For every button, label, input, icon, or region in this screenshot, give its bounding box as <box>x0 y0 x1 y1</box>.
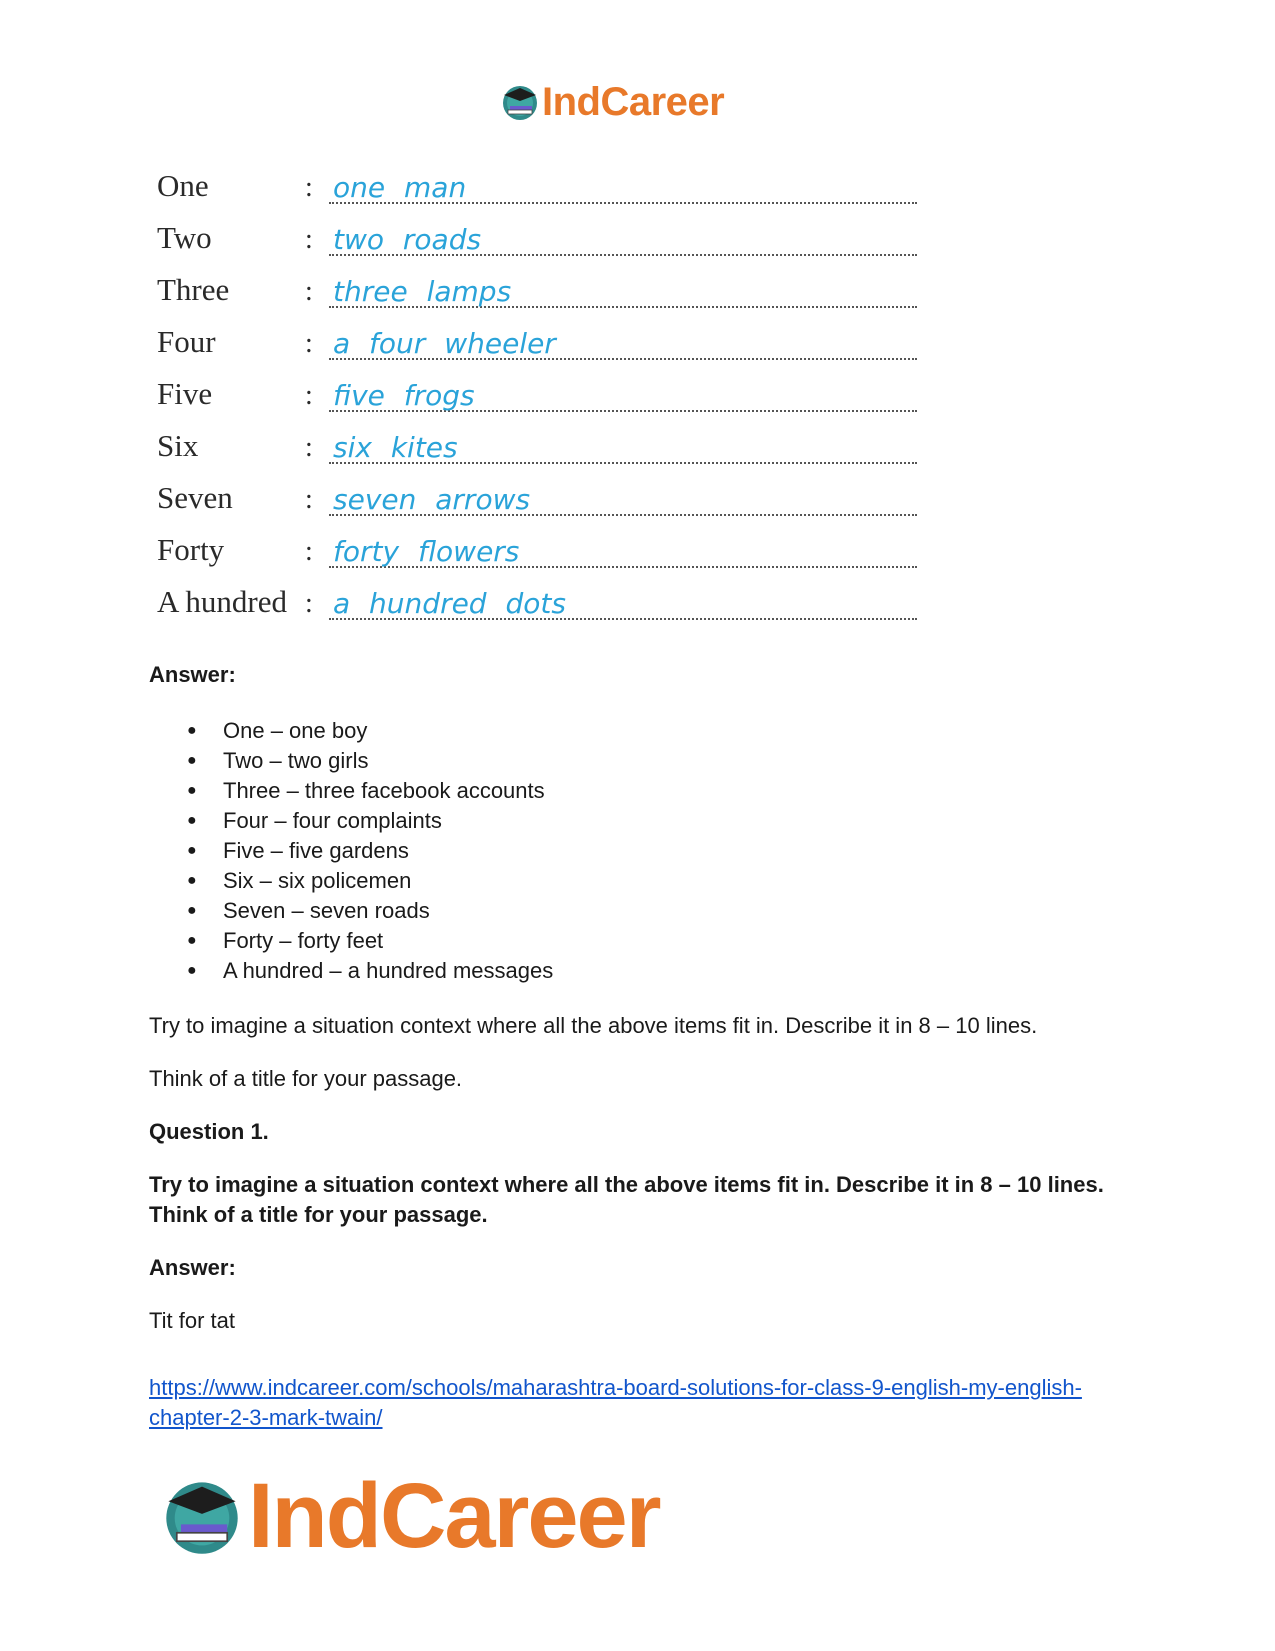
exercise-answer-line <box>329 266 917 308</box>
exercise-answer-line <box>329 214 917 256</box>
answer-list <box>149 716 1129 986</box>
exercise-label: Two <box>157 220 212 255</box>
exercise-answer-line <box>329 578 917 620</box>
indcareer-logo-bottom <box>160 1466 660 1566</box>
graduation-book-globe-icon <box>160 1474 244 1558</box>
exercise-handwritten-answer: a four wheeler <box>333 327 556 360</box>
exercise-row <box>157 204 917 256</box>
exercise-colon: : <box>305 536 313 567</box>
exercise-colon: : <box>305 276 313 307</box>
exercise-answer-line <box>329 422 917 464</box>
exercise-row <box>157 516 917 568</box>
exercise-answer-line <box>329 162 917 204</box>
exercise-row <box>157 412 917 464</box>
list-item: ● Forty – forty feet <box>187 926 1129 956</box>
indcareer-logo-top <box>500 78 724 126</box>
exercise-label: A hundred <box>157 584 288 619</box>
exercise-handwritten-answer: one man <box>333 171 467 204</box>
exercise-row <box>157 568 917 620</box>
exercise-handwritten-answer: six kites <box>333 431 458 464</box>
exercise-handwritten-answer: three lamps <box>333 275 512 308</box>
question-heading: Question 1. <box>149 1119 269 1144</box>
exercise-answer-line <box>329 474 917 516</box>
exercise-row <box>157 464 917 516</box>
exercise-answer-line <box>329 370 917 412</box>
list-item: ● Two – two girls <box>187 746 1129 776</box>
exercise-handwritten-answer: seven arrows <box>333 483 531 516</box>
exercise-colon: : <box>305 432 313 463</box>
list-item: ● Seven – seven roads <box>187 896 1129 926</box>
source-link[interactable]: https://www.indcareer.com/schools/maharashtra-board-solutions-for-class-9-english-my-english-chapter-2-3-mark-twain/ <box>149 1375 1082 1430</box>
answer2-heading: Answer: <box>149 1255 236 1280</box>
list-item: ● Five – five gardens <box>187 836 1129 866</box>
answer2-text: Tit for tat <box>149 1308 235 1333</box>
exercise-handwritten-answer: a hundred dots <box>333 587 566 620</box>
list-item: ● Three – three facebook accounts <box>187 776 1129 806</box>
exercise-colon: : <box>305 484 313 515</box>
exercise-answer-line <box>329 318 917 360</box>
exercise-colon: : <box>305 172 313 203</box>
logo-wordmark: IndCareer <box>542 79 725 124</box>
exercise-answer-line <box>329 526 917 568</box>
exercise-colon: : <box>305 224 313 255</box>
answer-heading: Answer: <box>149 662 236 687</box>
exercise-handwritten-answer: five frogs <box>333 379 475 412</box>
exercise-label: Forty <box>157 532 225 567</box>
content-area <box>149 660 1129 1433</box>
exercise-row <box>157 256 917 308</box>
exercise-row <box>157 152 917 204</box>
exercise-label: Three <box>157 272 230 307</box>
list-item: ● Six – six policemen <box>187 866 1129 896</box>
list-item: ● Four – four complaints <box>187 806 1129 836</box>
list-item: ● A hundred – a hundred messages <box>187 956 1129 986</box>
exercise-label: One <box>157 168 209 203</box>
exercise-handwritten-answer: two roads <box>333 223 482 256</box>
exercise-label: Six <box>157 428 199 463</box>
exercise-label: Five <box>157 376 213 411</box>
graduation-book-globe-icon <box>500 82 540 122</box>
exercise-colon: : <box>305 380 313 411</box>
question-text: Try to imagine a situation context where all the above items fit in. Describe it in 8 – 10 lines. Think of a title for your passage. <box>149 1172 1104 1227</box>
logo-wordmark: IndCareer <box>248 1464 660 1567</box>
exercise-table <box>157 152 917 620</box>
title-prompt: Think of a title for your passage. <box>149 1066 463 1091</box>
exercise-label: Seven <box>157 480 233 515</box>
exercise-colon: : <box>305 328 313 359</box>
exercise-colon: : <box>305 588 313 619</box>
list-item: ● One – one boy <box>187 716 1129 746</box>
exercise-row <box>157 308 917 360</box>
instruction-text: Try to imagine a situation context where all the above items fit in. Describe it in 8 – 10 lines. <box>149 1013 1038 1038</box>
exercise-handwritten-answer: forty flowers <box>333 535 520 568</box>
exercise-label: Four <box>157 324 216 359</box>
exercise-row <box>157 360 917 412</box>
